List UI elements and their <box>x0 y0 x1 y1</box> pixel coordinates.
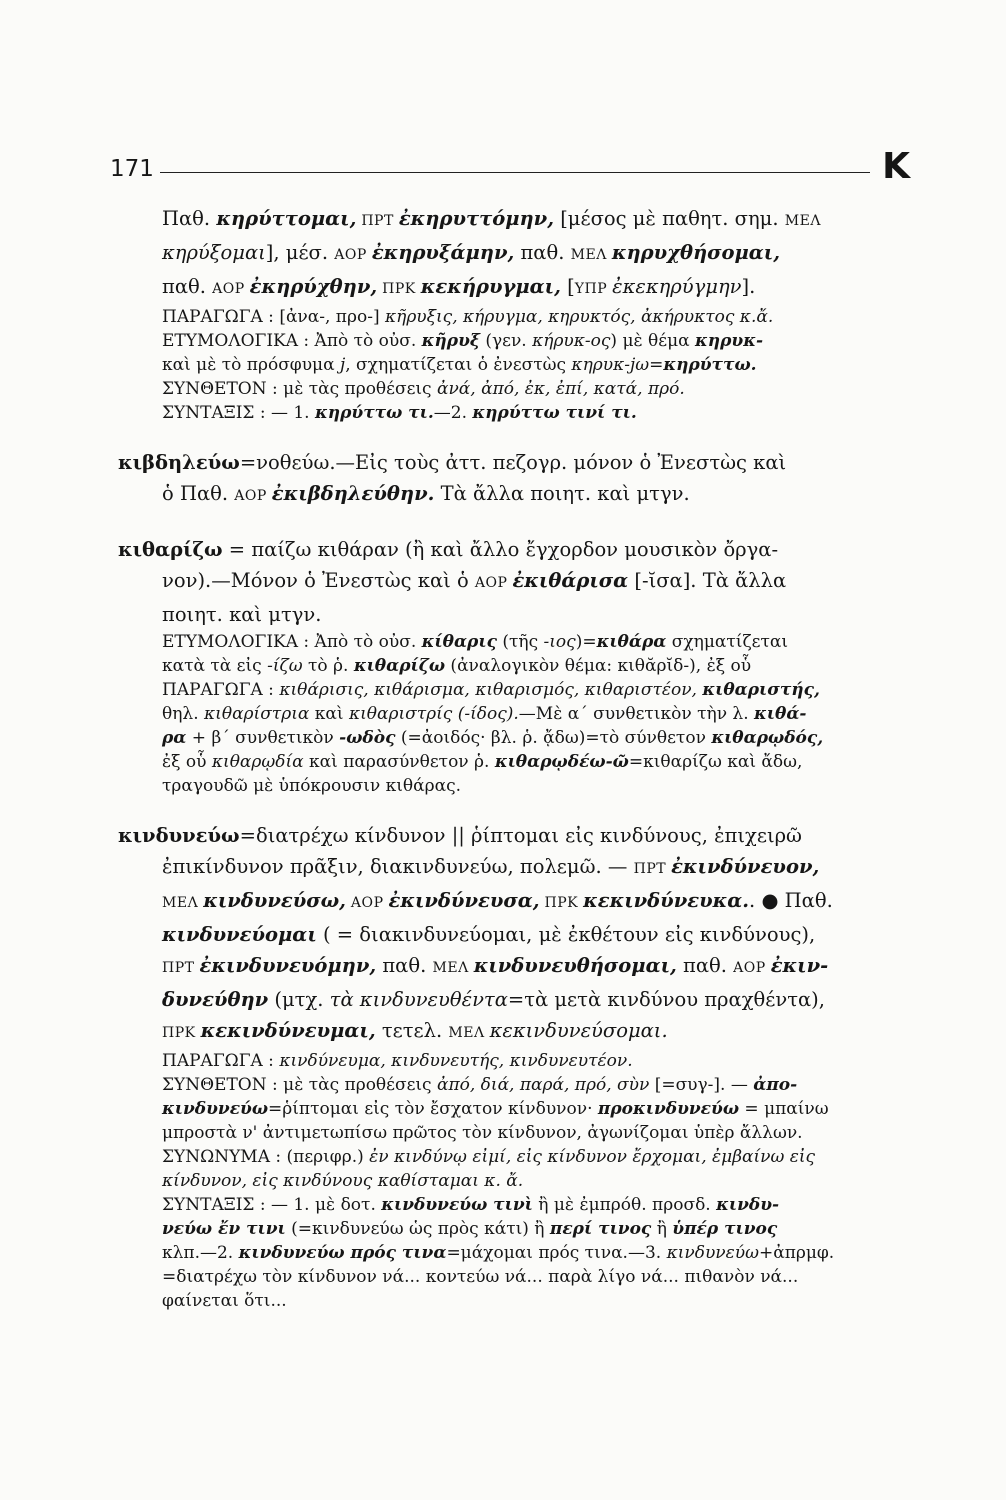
text-segment: +ἀπρμφ. <box>758 1243 835 1263</box>
text-segment: κινδυνεύω <box>162 1099 269 1119</box>
text-segment: ΠΡΤ <box>633 861 672 877</box>
text-segment: ΜΕΛ <box>432 960 474 976</box>
text-segment: κινδύνευμα, κινδυνευτής, κινδυνευτέον. <box>279 1051 633 1071</box>
text-line <box>118 1097 918 1121</box>
text-line <box>118 1193 918 1217</box>
text-segment: ἐκηρυττόμην, <box>398 207 554 230</box>
text-segment: κιθαρίστρια <box>204 704 310 724</box>
text-segment: θηλ. <box>162 704 205 724</box>
entry-spacer <box>118 798 918 820</box>
text-segment: ἀπο- <box>753 1075 798 1095</box>
text-segment: (τῆς <box>496 632 544 652</box>
text-segment: κλπ.—2. <box>162 1243 239 1263</box>
text-segment: παθ. <box>676 954 734 977</box>
text-segment: ἀνά, ἀπό, ἐκ, ἐπί, κατά, πρό. <box>436 379 685 399</box>
text-segment: =διατρέχω τὸν κίνδυνον νά... κοντεύω νά... παρὰ λίγο νά... πιθανὸν νά... <box>162 1267 799 1287</box>
text-line <box>118 750 918 774</box>
text-segment: (μτχ. <box>268 988 330 1011</box>
text-segment: κιθάρισις, κιθάρισμα, κιθαρισμός, κιθαριστέον, <box>279 680 703 700</box>
text-segment: ΠΑΡΑΓΩΓΑ : <box>162 680 280 700</box>
text-segment: κινδυνευθήσομαι, <box>473 954 677 977</box>
text-segment: ἐκινδύνευον, <box>671 855 820 878</box>
text-segment: νον).—Μόνον ὁ Ἐνεστὼς καὶ ὁ <box>162 569 475 592</box>
text-segment: ΣΥΝΩΝΥΜΑ : (περιφρ.) <box>162 1147 370 1167</box>
text-segment: ἐκιβδηλεύθην. <box>271 482 435 505</box>
text-line <box>118 678 918 702</box>
text-segment: ρα <box>162 728 187 748</box>
text-segment: ΠΑΡΑΓΩΓΑ : <box>162 1051 280 1071</box>
text-segment: καὶ παρασύνθετον ῥ. <box>303 752 495 772</box>
text-segment: φαίνεται ὅτι... <box>162 1291 287 1311</box>
text-segment: ΑΟΡ <box>733 960 771 976</box>
text-segment: ΠΡΚ <box>539 895 584 911</box>
text-segment: ὁ Παθ. <box>162 482 235 505</box>
text-line <box>118 1265 918 1289</box>
text-segment: =ῥίπτομαι εἰς τὸν ἔσχατον κίνδυνον· <box>268 1099 598 1119</box>
text-segment: κινδυνεύω τινὶ <box>381 1195 533 1215</box>
text-segment: κινδυνεύω <box>118 824 240 847</box>
text-segment: κιθαριστής, <box>702 680 820 700</box>
text-segment: κιθαρίζω <box>118 538 223 561</box>
text-line <box>118 203 918 237</box>
text-segment: ἐκιθάρισα <box>512 569 629 592</box>
text-segment: ΑΟΡ <box>474 575 513 591</box>
text-segment: κῆρυξ <box>421 331 480 351</box>
text-segment: ΣΥΝΘΕΤΟΝ : μὲ τὰς προθέσεις <box>162 379 437 399</box>
text-line <box>118 1121 918 1145</box>
text-segment: κιθαρίζω <box>353 656 446 676</box>
text-segment: j <box>339 355 346 375</box>
section-letter: Κ <box>882 146 910 187</box>
text-segment: ΑΟΡ <box>334 247 372 263</box>
text-segment: κηρύξομαι <box>162 241 266 264</box>
text-segment: προκινδυνεύω <box>597 1099 740 1119</box>
text-segment: =νοθεύω.—Εἰς τοὺς ἀττ. πεζογρ. μόνον ὁ Ἐνεστὼς καὶ <box>239 451 787 474</box>
text-segment: κιβδηλεύω <box>118 451 240 474</box>
text-segment: =τὰ μετὰ κινδύνου πραχθέντα), <box>507 988 825 1011</box>
text-segment: κινδυνεύσω, <box>203 889 346 912</box>
text-segment: κεκινδύνευμαι, <box>200 1019 376 1042</box>
text-segment: κίνδυνον, εἰς κινδύνους καθίσταμαι κ. ἄ. <box>162 1171 524 1191</box>
text-segment: κινδυ- <box>716 1195 780 1215</box>
text-segment: ( = διακινδυνεύομαι, μὲ ἐκθέτουν εἰς κινδύνους), <box>316 923 816 946</box>
text-segment: ΥΠΡ <box>574 281 613 297</box>
text-segment: κηρυχθήσομαι, <box>611 241 781 264</box>
text-line <box>118 237 918 271</box>
text-segment: (γεν. <box>479 331 533 351</box>
text-segment: παθ. <box>376 954 433 977</box>
text-segment: = μπαίνω <box>739 1099 829 1119</box>
dictionary-entries <box>118 203 918 1313</box>
text-segment: κινδυνεύω <box>666 1243 759 1263</box>
text-line <box>118 1073 918 1097</box>
text-line <box>118 726 918 750</box>
text-segment: νεύω ἔν τινι <box>162 1219 286 1239</box>
text-segment: κηρυκ-jω= <box>571 355 664 375</box>
text-segment: ἢ μὲ ἐμπρόθ. προσδ. <box>532 1195 717 1215</box>
text-segment: μπροστὰ ν' ἀντιμετωπίσω πρῶτος τὸν κίνδυνον, ἀγωνίζομαι ὑπὲρ ἄλλων. <box>162 1123 803 1143</box>
text-segment: =διατρέχω κίνδυνον || ῥίπτομαι εἰς κινδύνους, ἐπιχειρῶ <box>239 824 802 847</box>
text-line <box>118 654 918 678</box>
text-segment: ) μὲ θέμα <box>610 331 696 351</box>
text-segment: ΕΤΥΜΟΛΟΓΙΚΑ : Ἀπὸ τὸ οὐσ. <box>162 331 422 351</box>
text-segment: ΜΕΛ <box>784 213 821 229</box>
text-line <box>118 478 918 512</box>
text-segment: [ <box>560 275 575 298</box>
text-segment: —Μὲ α΄ συνθετικὸν τὴν λ. <box>518 704 755 724</box>
text-line <box>118 984 918 1015</box>
text-segment: -ιος <box>543 632 576 652</box>
text-segment: καὶ μὲ τὸ πρόσφυμα <box>162 355 340 375</box>
text-line <box>118 774 918 798</box>
text-line <box>118 329 918 353</box>
text-line <box>118 447 918 478</box>
text-segment: τετελ. <box>375 1019 449 1042</box>
text-segment: ἐκινδύνευσα, <box>388 889 540 912</box>
text-line <box>118 630 918 654</box>
text-segment: =μάχομαι πρός τινα.—3. <box>446 1243 667 1263</box>
text-segment: δυνεύθην <box>162 988 269 1011</box>
text-line <box>118 305 918 329</box>
text-segment: ἐκηρύχθην, <box>249 275 378 298</box>
text-segment: ἐν κινδύνῳ εἰμί, εἰς κίνδυνον ἔρχομαι, ἐμβαίνω εἰς <box>369 1147 816 1167</box>
text-line <box>118 1241 918 1265</box>
text-segment: ΠΡΚ <box>377 281 421 297</box>
text-segment: ΕΤΥΜΟΛΟΓΙΚΑ : Ἀπὸ τὸ οὐσ. <box>162 632 422 652</box>
text-segment: ἐξ οὗ <box>162 752 212 772</box>
text-segment: ΑΟΡ <box>345 895 389 911</box>
header-rule <box>160 172 870 173</box>
text-line <box>118 377 918 401</box>
text-segment: ἐκιν- <box>770 954 829 977</box>
text-segment: κήρυκ-ος <box>532 331 611 351</box>
text-line <box>118 534 918 565</box>
text-segment: =κιθαρίζω καὶ ἄδω, <box>628 752 803 772</box>
text-segment: + β΄ συνθετικὸν <box>186 728 340 748</box>
text-line <box>118 1169 918 1193</box>
text-segment: παθ. <box>162 275 213 298</box>
text-line <box>118 1015 918 1049</box>
text-segment: ΣΥΝΤΑΞΙΣ : — 1. μὲ δοτ. <box>162 1195 382 1215</box>
text-segment: παθ. <box>514 241 571 264</box>
text-line <box>118 1289 918 1313</box>
text-segment: ΣΥΝΘΕΤΟΝ : μὲ τὰς προθέσεις <box>162 1075 437 1095</box>
text-segment: ἐκινδυνευόμην, <box>199 954 377 977</box>
text-segment: τὰ κινδυνευθέντα <box>329 988 508 1011</box>
text-segment: ἐκεκηρύγμην <box>612 275 742 298</box>
text-segment: καὶ <box>309 704 349 724</box>
text-line <box>118 702 918 726</box>
text-line <box>118 820 918 851</box>
text-line <box>118 599 918 630</box>
text-segment: Τὰ ἄλλα ποιητ. καὶ μτγν. <box>434 482 690 505</box>
text-segment: κιθάρα <box>596 632 667 652</box>
text-segment: κηρύττομαι, <box>216 207 357 230</box>
text-segment: κινδυνεύομαι <box>162 923 317 946</box>
text-segment: κινδυνεύω πρός τινα <box>238 1243 447 1263</box>
text-segment: κατὰ τὰ εἰς <box>162 656 268 676</box>
text-segment: κιθά- <box>754 704 807 724</box>
text-segment: -ίζω <box>267 656 303 676</box>
text-segment: κεκινδύνευκα. <box>583 889 750 912</box>
page-number: 171 <box>110 156 154 182</box>
text-segment: -ωδὸς <box>339 728 396 748</box>
text-segment: ἐπικίνδυνον πρᾶξιν, διακινδυνεύω, πολεμῶ. — <box>162 855 634 878</box>
text-segment: , σχηματίζεται ὁ ἐνεστὼς <box>345 355 572 375</box>
text-line <box>118 401 918 425</box>
text-segment: κηρυκ- <box>695 331 764 351</box>
text-segment: τραγουδῶ μὲ ὑπόκρουσιν κιθάρας. <box>162 776 462 796</box>
text-segment: ΠΡΤ <box>162 960 200 976</box>
text-segment: κηρύττω. <box>663 355 757 375</box>
text-line <box>118 1049 918 1073</box>
entry-spacer <box>118 512 918 534</box>
text-segment: [μέσος μὲ παθητ. σημ. <box>554 207 785 230</box>
text-segment: ΜΕΛ <box>570 247 612 263</box>
text-segment: (=ἀοιδός· βλ. ῥ. ᾄδω)=τὸ σύνθετον <box>395 728 712 748</box>
text-segment: ΠΡΚ <box>162 1025 201 1041</box>
text-segment: ΠΡΤ <box>356 213 399 229</box>
text-segment: ]. <box>741 275 756 298</box>
text-segment: [-ῐσα]. Τὰ ἄλλα <box>628 569 787 592</box>
text-segment: (=κινδυνεύω ὡς πρὸς κάτι) ἢ <box>285 1219 550 1239</box>
text-segment: σχηματίζεται <box>666 632 789 652</box>
text-segment: (ἀναλογικὸν θέμα: κιθᾰρῐδ-), ἐξ οὗ <box>445 656 752 676</box>
text-segment: ΑΟΡ <box>212 281 250 297</box>
text-line <box>118 851 918 885</box>
text-segment: ὑπέρ τινος <box>672 1219 778 1239</box>
text-segment: . ● Παθ. <box>749 889 833 912</box>
text-segment: ], μέσ. <box>265 241 335 264</box>
text-segment: —2. <box>433 403 473 423</box>
text-segment: ἐκηρυξάμην, <box>371 241 515 264</box>
text-segment: κηρύττω τι. <box>315 403 434 423</box>
text-line <box>118 271 918 305</box>
text-segment: τὸ ῥ. <box>302 656 354 676</box>
text-segment: Παθ. <box>162 207 217 230</box>
text-segment: κιθαρῳδέω-ῶ <box>494 752 629 772</box>
text-segment: περί τινος <box>549 1219 652 1239</box>
text-line <box>118 1217 918 1241</box>
text-segment: κιθαριστρίς (-ίδος). <box>348 704 519 724</box>
text-segment: ΜΕΛ <box>448 1025 490 1041</box>
text-segment: ΑΟΡ <box>234 488 272 504</box>
text-segment: ἀπό, διά, παρά, πρό, σὺν <box>436 1075 650 1095</box>
text-segment: = παίζω κιθάραν (ἢ καὶ ἄλλο ἔγχορδον μουσικὸν ὄργα- <box>222 538 779 561</box>
page-header <box>110 146 910 190</box>
text-segment: κῆρυξις, κήρυγμα, κηρυκτός, ἀκήρυκτος κ.ἄ. <box>384 307 774 327</box>
text-segment: )= <box>575 632 597 652</box>
entry-spacer <box>118 425 918 447</box>
text-line <box>118 919 918 950</box>
text-segment: κίθαρις <box>421 632 497 652</box>
text-line <box>118 1145 918 1169</box>
text-line <box>118 565 918 599</box>
text-segment: ποιητ. καὶ μτγν. <box>162 603 322 626</box>
text-segment: κεκινδυνεύσομαι. <box>489 1019 668 1042</box>
text-segment: ἢ <box>651 1219 673 1239</box>
text-segment: κιθαρῳδός, <box>711 728 824 748</box>
text-line <box>118 950 918 984</box>
text-segment: κηρύττω τινί τι. <box>472 403 637 423</box>
text-segment: κεκήρυγμαι, <box>420 275 561 298</box>
text-segment: κιθαρῳδία <box>211 752 304 772</box>
text-segment: ΜΕΛ <box>162 895 204 911</box>
text-segment: [=συγ-]. — <box>649 1075 754 1095</box>
text-line <box>118 885 918 919</box>
text-segment: ΠΑΡΑΓΩΓΑ : [ἀνα-, προ-] <box>162 307 385 327</box>
text-segment: ΣΥΝΤΑΞΙΣ : — 1. <box>162 403 315 423</box>
text-line <box>118 353 918 377</box>
